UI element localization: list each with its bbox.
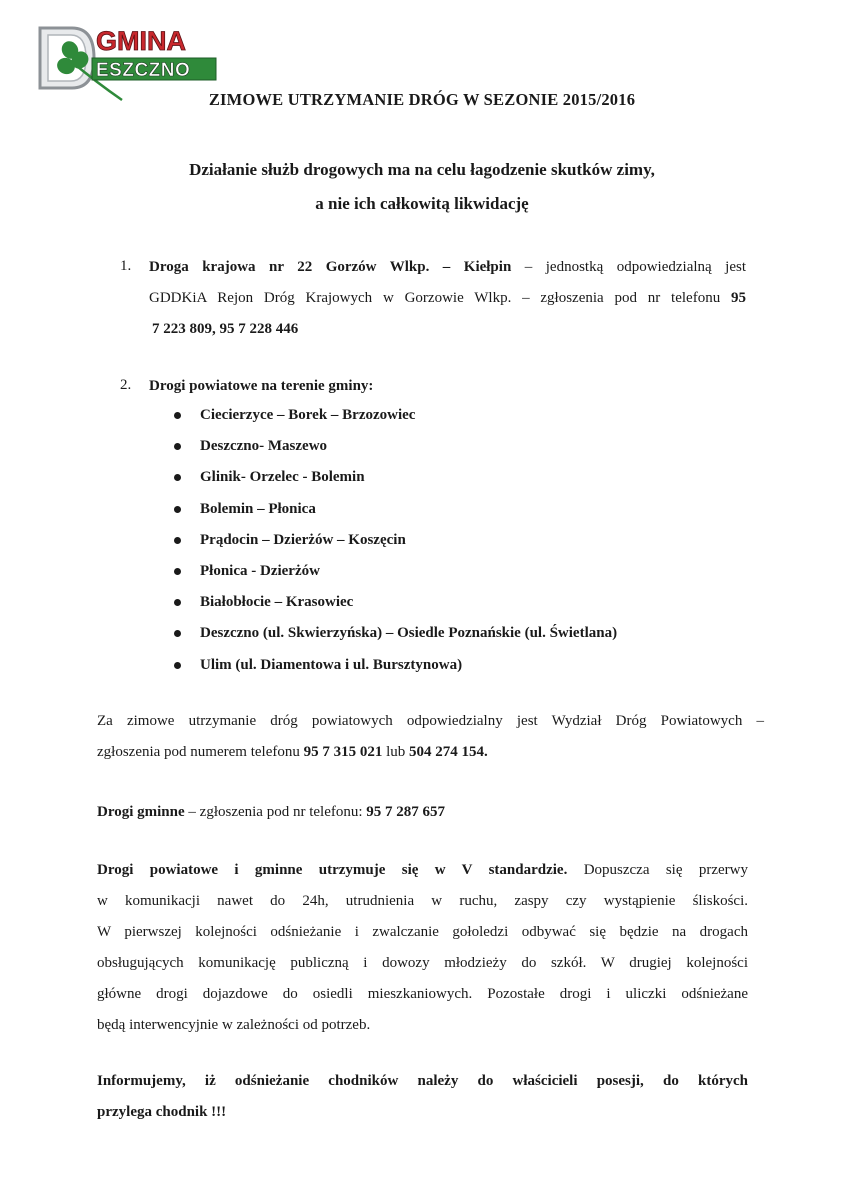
list-item: [174, 525, 617, 556]
logo-text-eszczno: ESZCZNO: [96, 60, 191, 81]
road-name: Ulim (ul. Diamentowa i ul. Bursztynowa): [200, 656, 463, 673]
list-item: [174, 587, 617, 618]
subtitle-line-2: a nie ich całkowitą likwidację: [315, 194, 529, 213]
powiat-paragraph-line-2: [97, 737, 488, 768]
list-item: [174, 431, 617, 462]
standard-paragraph-line-2: w komunikacji nawet do 24h, utrudnienia w ruchu, zaspy czy wystąpienie śliskości.: [97, 893, 748, 909]
road-name: Ciecierzyce – Borek – Brzozowiec: [200, 407, 416, 423]
road-name: Bolemin – Płonica: [200, 500, 316, 517]
item-1-line-3: [152, 314, 298, 345]
item-2-heading: [149, 371, 373, 402]
standard-bold: Drogi powiatowe i gminne utrzymuje się w V standardzie.: [97, 862, 568, 878]
road-name: Glinik- Orzelec - Bolemin: [200, 469, 365, 486]
powiat-phone-1: 95 7 315 021: [303, 744, 383, 760]
road-name: Białobłocie – Krasowiec: [200, 594, 354, 611]
standard-paragraph-line-4: obsługujących komunikację publiczną i dowozy młodzieży do szkół. W drugiej kolejności: [97, 955, 748, 971]
road-name: Deszczno- Maszewo: [200, 438, 328, 455]
standard-line-1-rest: Dopuszcza się przerwy: [567, 862, 748, 878]
item-2-heading-text: Drogi powiatowe na terenie gminy:: [149, 378, 374, 394]
powiat-text: zgłoszenia pod numerem telefonu: [97, 744, 304, 760]
county-roads-list: [174, 400, 617, 681]
bullet-icon: [174, 537, 181, 544]
gminne-label: Drogi gminne: [97, 804, 185, 820]
info-paragraph-line-1: Informujemy, iż odśnieżanie chodników należy do właścicieli posesji, do których: [97, 1073, 748, 1089]
bullet-icon: [174, 474, 181, 481]
powiat-phone-2: 504 274 154.: [409, 744, 488, 760]
bullet-icon: [174, 443, 181, 450]
bullet-icon: [174, 506, 181, 513]
item-1-phones: 7 223 809, 95 7 228 446: [152, 321, 299, 337]
item-1-line-1: [149, 252, 746, 283]
standard-paragraph-line-5: główne drogi dojazdowe do osiedli mieszkaniowych. Pozostałe drogi i uliczki odśnieżane: [97, 986, 748, 1002]
list-item: [174, 556, 617, 587]
standard-paragraph-line-3: W pierwszej kolejności odśnieżanie i zwalczanie gołoledzi odbywać się będzie na drogach: [97, 924, 748, 940]
subtitle-line-1: Działanie służb drogowych ma na celu łagodzenie skutków zimy,: [189, 160, 655, 179]
page-title: ZIMOWE UTRZYMANIE DRÓG W SEZONIE 2015/2016: [208, 90, 636, 109]
item-1-line-2: [149, 283, 746, 314]
gminne-text: – zgłoszenia pod nr telefonu:: [184, 804, 367, 820]
road-name: Prądocin – Dzierżów – Koszęcin: [200, 531, 406, 548]
info-paragraph-line-2: przylega chodnik !!!: [97, 1104, 227, 1120]
item-1-phone-prefix: 95: [731, 290, 746, 306]
gminne-phone: 95 7 287 657: [366, 804, 446, 820]
road-name: Płonica - Dzierżów: [200, 562, 320, 579]
item-1-road-name: Droga krajowa nr 22 Gorzów Wlkp. – Kiełpin: [149, 259, 512, 275]
road-name: Deszczno (ul. Skwierzyńska) – Osiedle Poznańskie (ul. Świetlana): [200, 625, 618, 642]
powiat-or: lub: [382, 744, 410, 760]
bullet-icon: [174, 599, 181, 606]
bullet-icon: [174, 412, 181, 419]
standard-paragraph-line-1: [97, 855, 748, 886]
logo-text-gmina: GMINA: [96, 26, 186, 56]
list-item: [174, 650, 617, 681]
list-item: [174, 400, 617, 431]
bullet-icon: [174, 662, 181, 669]
list-item: [174, 494, 617, 525]
item-1-line-2-text: GDDKiA Rejon Dróg Krajowych w Gorzowie Wlkp. – zgłoszenia pod nr telefonu: [149, 290, 731, 306]
item-1-line-1-rest: – jednostką odpowiedzialną jest: [511, 259, 746, 275]
list-item: [174, 618, 617, 649]
item-2-number: 2.: [120, 377, 132, 393]
bullet-icon: [174, 568, 181, 575]
bullet-icon: [174, 630, 181, 637]
powiat-paragraph-line-1: Za zimowe utrzymanie dróg powiatowych odpowiedzialny jest Wydział Dróg Powiatowych –: [97, 713, 764, 729]
standard-paragraph-line-6: będą interwencyjnie w zależności od potrzeb.: [97, 1017, 371, 1033]
list-item: [174, 462, 617, 493]
gminne-paragraph: [97, 797, 445, 828]
item-1-number: 1.: [120, 258, 132, 274]
